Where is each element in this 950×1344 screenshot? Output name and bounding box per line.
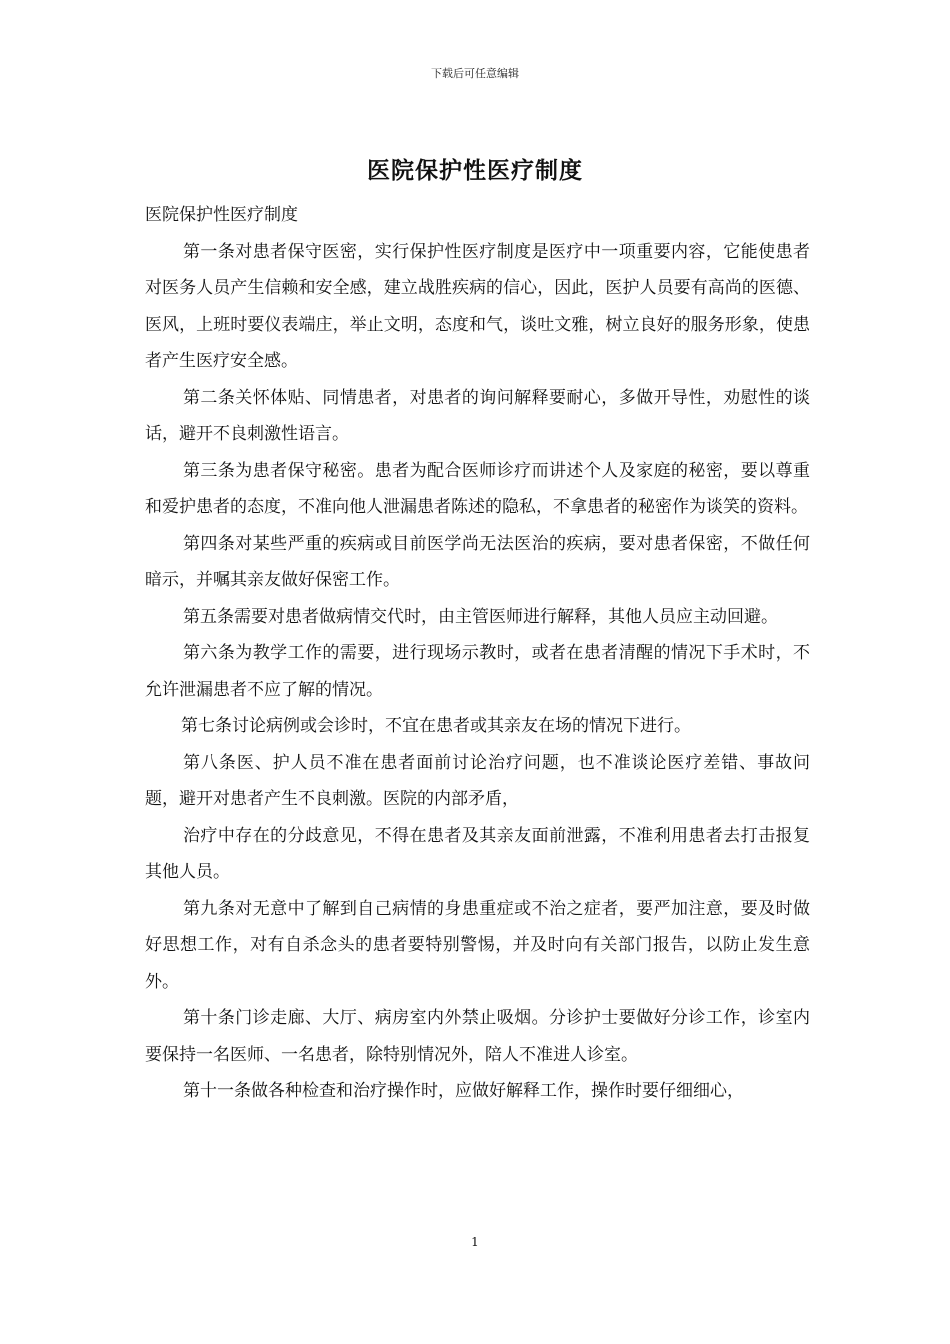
- paragraph-article-10: 第十条门诊走廊、大厅、病房室内外禁止吸烟。分诊护士要做好分诊工作，诊室内要保持一名医师、一名患者，除特别情况外，陪人不准进人诊室。: [145, 1008, 810, 1065]
- paragraph-article-5: 第五条需要对患者做病情交代时，由主管医师进行解释，其他人员应主动回避。: [183, 606, 778, 627]
- paragraph-article-4: 第四条对某些严重的疾病或目前医学尚无法医治的疾病，要对患者保密，不做任何暗示，并嘱其亲友做好保密工作。: [145, 533, 810, 590]
- paragraph-article-2: 第二条关怀体贴、同情患者，对患者的询问解释要耐心，多做开导性，劝慰性的谈话，避开不良刺激性语言。: [145, 387, 810, 444]
- paragraph-article-8: 第八条医、护人员不准在患者面前讨论治疗问题，也不准谈论医疗差错、事故问题，避开对患者产生不良刺激。医院的内部矛盾，: [145, 752, 810, 809]
- page-number: 1: [471, 1235, 479, 1249]
- paragraph-article-11: 第十一条做各种检查和治疗操作时，应做好解释工作，操作时要仔细细心，: [183, 1081, 744, 1101]
- document-body: [145, 197, 810, 1110]
- header-note: 下载后可任意编辑: [431, 67, 519, 80]
- paragraph-article-7: 第七条讨论病例或会诊时，不宜在患者或其亲友在场的情况下进行。: [181, 716, 691, 736]
- paragraph-article-3: 第三条为患者保守秘密。患者为配合医师诊疗而讲述个人及家庭的秘密，要以尊重和爱护患者的态度，不准向他人泄漏患者陈述的隐私，不拿患者的秘密作为谈笑的资料。: [145, 460, 810, 517]
- document-title: 医院保护性医疗制度: [367, 157, 583, 184]
- paragraph-article-1: 第一条对患者保守医密，实行保护性医疗制度是医疗中一项重要内容，它能使患者对医务人员产生信赖和安全感，建立战胜疾病的信心，因此，医护人员要有高尚的医德、医风，上班时要仪表端庄，举止文明，态度和气，谈吐文雅，树立良好的服务形象，使患者产生医疗安全感。: [145, 241, 810, 371]
- paragraph-article-8-continued: 治疗中存在的分歧意见，不得在患者及其亲友面前泄露，不准利用患者去打击报复其他人员。: [145, 825, 810, 882]
- paragraph-article-6: 第六条为教学工作的需要，进行现场示教时，或者在患者清醒的情况下手术时，不允许泄漏患者不应了解的情况。: [145, 643, 810, 700]
- paragraph-article-9: 第九条对无意中了解到自己病情的身患重症或不治之症者，要严加注意，要及时做好思想工作，对有自杀念头的患者要特别警惕，并及时向有关部门报告，以防止发生意外。: [145, 898, 810, 992]
- document-subtitle: 医院保护性医疗制度: [145, 205, 298, 225]
